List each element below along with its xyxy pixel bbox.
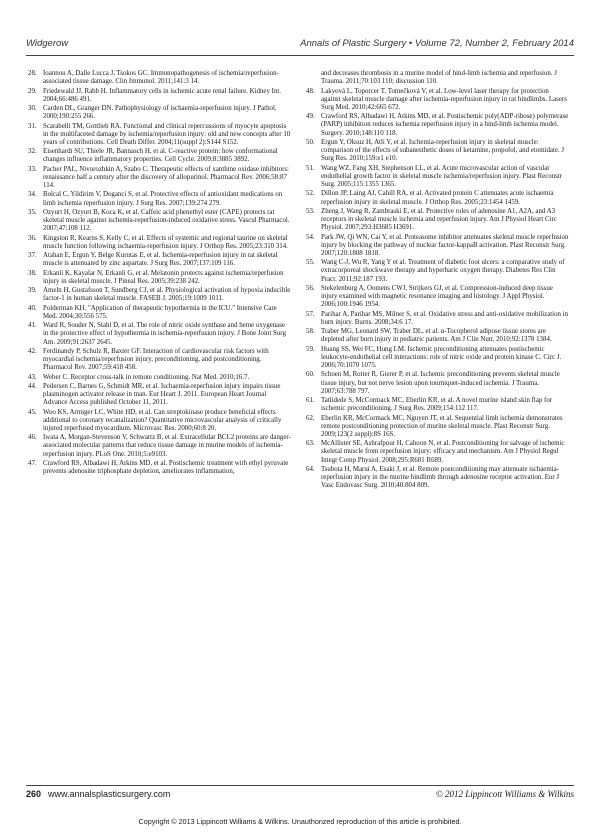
reference-number: 59. [306,345,315,353]
reference-text: McAllister SE, Ashrafpour H, Cahoon N, et al. Postconditioning for salvage of ischemic skeletal muscle from reperfusion injury: efficacy and mechanism. Am J Physiol Regul Integr Comp Physiol. 2008;295:R681 R689. [321,440,565,464]
reference-item [28,88,292,104]
reference-number: 34. [28,191,37,199]
reference-item [306,328,570,344]
reference-item [306,113,570,138]
reference-number: 62. [306,414,315,422]
reference-number: 51. [306,164,315,172]
reference-text: Iwata A, Morgan-Stevenson V, Schwartz B, et al. Extracellular BCL2 proteins are danger-associated molecular patterns that reduce tissue damage in murine models of ischemia-reperfusion injury. PLoS One. 2010;5:e9103. [43,434,291,458]
reference-number: 33. [28,165,37,173]
reference-item [28,460,292,476]
reference-number: 64. [306,465,315,473]
reference-item [306,346,570,371]
reference-item [28,348,292,373]
reference-item [28,270,292,286]
reference-text: Kingston R, Kearns S, Kelly C, et al. Effects of systemic and regional taurine on skeletal muscle function following ischaemia-reperfusion injury. J Orthop Res. 2005;23:310 314. [43,234,288,250]
reference-number: 58. [306,328,315,336]
reference-text: Wang WZ, Fang XH, Stephenson LL, et al. Acute microvascular action of vascular endothelial growth factor in skeletal muscle ischemia/reperfusion injury. Plast Reconstr Surg. 2005;115:1355 1365. [321,164,563,189]
reference-text: Tatlidede S, McCormack MC, Eberlin KR, et al. A novel murine island skin flap for ischemic preconditioning. J Surg Res. 2009;154:112 117. [321,397,553,413]
reference-number: 47. [28,459,37,467]
reference-text: Ergun Y, Oksuz H, Atli Y, et al. Ischemia-reperfusion injury in skeletal muscle: comparison of the effects of subanesthetic doses of ketamine, propofol, and etomidate. J Surg Res. 2010;159:e1 e10. [321,138,565,163]
reference-text: Ameln H, Gustafsson T, Sundberg CJ, et al. Physiological activation of hypoxia inducible factor-1 in human skeletal muscle. FASEB J. 2005;19:1009 1011. [43,287,291,303]
reference-number: 40. [28,304,37,312]
reference-item [28,235,292,251]
reference-number: 36. [28,234,37,242]
reference-item [28,209,292,234]
reference-text: Park JW, Qi WN, Cai Y, et al. Proteasome inhibitor attenuates skeletal muscle reperfusion injury by blocking the pathway of nuclear factor-kappaB activation. Plast Reconstr Surg. 2007;120:1808 1818. [321,233,569,257]
reference-text: Eisenhardt SU, Thiele JR, Bannasch H, et al. C-reactive protein: how conformational changes influence inflammatory properties. Cell Cycle. 2009;8:3885 3892. [43,148,278,164]
reference-number: 49. [306,113,315,121]
reference-item [306,208,570,233]
reference-number: 60. [306,371,315,379]
reference-text: Scarabelli TM, Gottlieb RA. Functional and clinical repercussions of myocyte apoptosis in the multifaceted damage by ischemia/reperfusion injury: old and new concepts after 10 years of contributions. Cell Death Differ. 2004;11(suppl 2):S144 S152. [43,122,291,146]
reference-item [28,166,292,191]
copyright-notice: Copyright © 2013 Lippincott Williams & Wilkins. Unauthorized reproduction of this article is prohibited. [138,817,462,826]
reference-item [306,234,570,259]
reference-item [28,148,292,164]
reference-item [28,287,292,303]
reference-number: 52. [306,190,315,198]
reference-text: Lakyová L, Toporcer T, Tomečková V, et al. Low-level laser therapy for protection against skeletal muscle damage after ischemia-reperfusion injury in rat hindlimbs. Lasers Surg Med. 2010;42:665 672. [321,87,567,111]
reference-item [306,190,570,206]
publisher-notice: © 2012 Lippincott Williams & Wilkins [435,789,574,799]
journal-website: www.annalsplasticsurgery.com [48,789,171,799]
reference-number: 35. [28,208,37,216]
reference-item [306,165,570,190]
reference-number: 43. [28,373,37,381]
reference-number: 44. [28,382,37,390]
reference-text: Polderman KH. "Application of therapeutic hypothermia in the ICU." Intensive Care Med. 2004;30:556 575. [43,304,277,320]
page-number: 260 [26,789,42,799]
reference-number: 63. [306,440,315,448]
reference-number: 57. [306,310,315,318]
running-header-author: Widgerow [26,38,69,49]
reference-number: 54. [306,233,315,241]
reference-text: Atahan E, Ergun Y, Belge Kurutas E, et al. Ischemia-reperfusion injury in rat skeletal muscle is attenuated by zinc aspartate. J Surg Res. 2007;137:109 116. [43,252,278,268]
reference-number: 55. [306,259,315,267]
reference-number: 32. [28,148,37,156]
page-footer [26,789,574,803]
reference-item [306,88,570,113]
reference-item [306,466,570,491]
footer-rule [26,785,574,786]
reference-text: Ferdinandy P, Schulz R, Baxter GF. Interaction of cardiovascular risk factors with myocardial ischemia/reperfusion injury, preconditioning, and postconditioning. Pharmacol Rev. 2007;59:418 458. [43,347,269,372]
reference-item [306,285,570,310]
running-header [26,38,574,54]
reference-text: Crawford RS, Albadawi H, Atkins MD, et al. Postischemic treatment with ethyl pyruvate prevents adenosine triphosphate depletion, ameliorates inflammation, [43,459,289,476]
reference-text: Parihar A, Parihar MS, Milner S, et al. Oxidative stress and anti-oxidative mobilization in burn injury. Burns. 2008;34:6 17. [321,310,569,326]
reference-number: 28. [28,70,37,77]
reference-number: 37. [28,252,37,260]
reference-text: Traber MG, Leonard SW, Traber DL, et al. α-Tocopherol adipose tissue stores are depleted after burn injury in pediatric patients. Am J Clin Nutr. 2010;92:1378 1384. [321,328,552,344]
reference-number: 41. [28,322,37,330]
reference-number: 48. [306,87,315,95]
reference-text: Woo KS, Armiger LC, White HD, et al. Can streptokinase produce beneficial effects additional to coronary recanalization? Quantitative microvascular analysis of critically injured reperfused myocardium. Microvasc Res. 2000;60:8 20. [43,408,282,432]
reference-number: 46. [28,434,37,442]
reference-item [306,371,570,396]
reference-text: Tsubota H, Marui A, Esaki J, et al. Remote postconditioning may attenuate ischaemia-reperfusion injury in the murine hindlimb through adenosine receptor activation. Eur J Vasc Endovasc Surg. 2010;40:804 809. [321,465,560,490]
references-column-left [28,70,292,477]
reference-number: 29. [28,87,37,95]
reference-text: Bolcal C, Yildirim V, Doganci S, et al. Protective effects of antioxidant medications on limb ischemia reperfusion injury. J Surg Res. 2007;139:274 279. [43,191,283,207]
reference-number: 61. [306,397,315,405]
references-column-right [306,70,570,492]
reference-text: Ward R, Souder N, Stahl D, et al. The role of nitric oxide synthase and heme oxygenase in the protective effect of hypothermia in ischemia-reperfusion injury. J Bone Joint Surg Am. 2009;91:2637 2645. [43,322,286,346]
reference-item [306,259,570,284]
reference-text: Crawford RS, Albadawi H, Atkins MD, et al. Postischemic poly(ADP-ribose) polymerase (PARP) inhibition reduces ischemia reperfusion injury in a hind-limb ischemia model. Surgery. 2010;148:110 118. [321,113,569,137]
reference-number: 56. [306,284,315,292]
reference-text: Pedersen C, Barnes G, Schmidt MR, et al. Ischaemia-reperfusion injury impairs tissue plasminogen activator release in man. Eur Heart J. 2011. European Heart Journal Advance Access published October 11, 2011. [43,382,281,407]
reference-number: 45. [28,408,37,416]
reference-item [28,252,292,268]
reference-text: Ioannou A, Dalle Lucca J, Tsokos GC. Immunopathogenesis of ischemia/reperfusion-associated tissue damage. Clin Immunol. 2011;141:3 14. [43,70,279,86]
reference-number: 50. [306,138,315,146]
reference-text: Erkanli K, Kayalar N, Erkanli G, et al. Melatonin protects against ischemia/reperfusion injury in skeletal muscle. J Pineal Res. 2005;39:238 242. [43,269,284,285]
reference-item [306,397,570,413]
reference-text: Carden DL, Granger DN. Pathophysiology of ischaemia-reperfusion injury. J Pathol. 2000;190:255 266. [43,105,277,121]
running-header-journal: Annals of Plastic Surgery • Volume 72, Number 2, February 2014 [300,38,574,49]
reference-item [306,139,570,164]
reference-text: Schoen M, Rotter R, Gierer P, et al. Ischemic preconditioning prevents skeletal muscle tissue injury, but not nerve lesion upon tourniquet-induced ischemia. J Trauma. 2007;63:788 797. [321,371,560,395]
reference-number: 39. [28,287,37,295]
reference-item [28,322,292,347]
reference-item [28,374,292,382]
reference-item [306,311,570,327]
reference-number: 42. [28,347,37,355]
reference-text: Ozyurt H, Ozyurt B, Koca K, et al. Caffeic acid phenethyl ester (CAPE) protects rat skeletal muscle against ischemia-reperfusion-induced oxidative stress. Vascul Pharmacol. 2007;47:108 112. [43,208,290,233]
reference-text: and decreases thrombosis in a murine model of hind-limb ischemia and reperfusion. J Trauma. 2011;70:103 110; discussion 110. [321,70,557,86]
reference-text: Friedewald JJ, Rabb H. Inflammatory cells in ischemic acute renal failure. Kidney Int. 2004;66:486 491. [43,87,282,103]
reference-text: Pacher PAL, Nivorozhkin A, Szabo C. Therapeutic effects of xanthine oxidase inhibitors: renaissance half a century after the discovery of allopurinol. Pharmacol Rev. 2006;58:87 114. [43,165,289,190]
reference-item [28,105,292,121]
header-rule [26,55,574,56]
reference-text: Eberlin KR, McCormack MC, Nguyen JT, et al. Sequential limb ischemia demonstrates remote postconditioning protection of murine skeletal muscle. Plast Reconstr Surg. 2009;123(2 suppl):8S 16S. [321,414,563,438]
reference-item [28,305,292,321]
reference-number: 53. [306,207,315,215]
reference-text: Zheng J, Wang R, Zambraski E, et al. Protective roles of adenosine A1, A2A, and A3 receptors in skeletal muscle ischemia and reperfusion injury. Am J Physiol Heart Circ Physiol. 2007;293:H3685 H3691. [321,207,557,232]
reference-text: Weber C. Receptor cross-talk in remote conditioning. Nat Med. 2010;16:7. [43,373,250,381]
reference-number: 30. [28,105,37,112]
reference-item [28,191,292,207]
reference-item [306,70,570,86]
reference-item [28,409,292,434]
reference-text: Dillon JP, Laing AJ, Cahill RA, et al. Activated protein C attenuates acute ischaemia reperfusion injury in skeletal muscle. J Orthop Res. 2005;23:1454 1459. [321,190,554,206]
reference-item [28,70,292,86]
reference-text: Stekelenburg A, Oomens CWJ, Strijkers GJ, et al. Compression-induced deep tissue injury examined with magnetic resonance imaging and histology. J Appl Physiol. 2006;100:1946 1954. [321,284,553,309]
reference-item [306,415,570,440]
reference-text: Wang C-J, Wu R, Yang Y et al. Treatment of diabetic foot ulcers: a comparative study of extracorporeal shockwave therapy and hyperbaric oxygen therapy. Diabetes Res Clin Pract. 2011;92:187 193. [321,259,565,283]
reference-item [28,123,292,148]
reference-number: 38. [28,269,37,277]
reference-text: Huang SS, Wei FC, Hung LM. Ischemic preconditioning attenuates postischemic leukocyte-endothelial cell interactions: role of nitric oxide and protein kinase C. Circ J. 2006;70:1070 1075. [321,345,562,370]
reference-item [28,383,292,408]
reference-item [28,434,292,459]
reference-item [306,440,570,465]
reference-number: 31. [28,122,37,130]
